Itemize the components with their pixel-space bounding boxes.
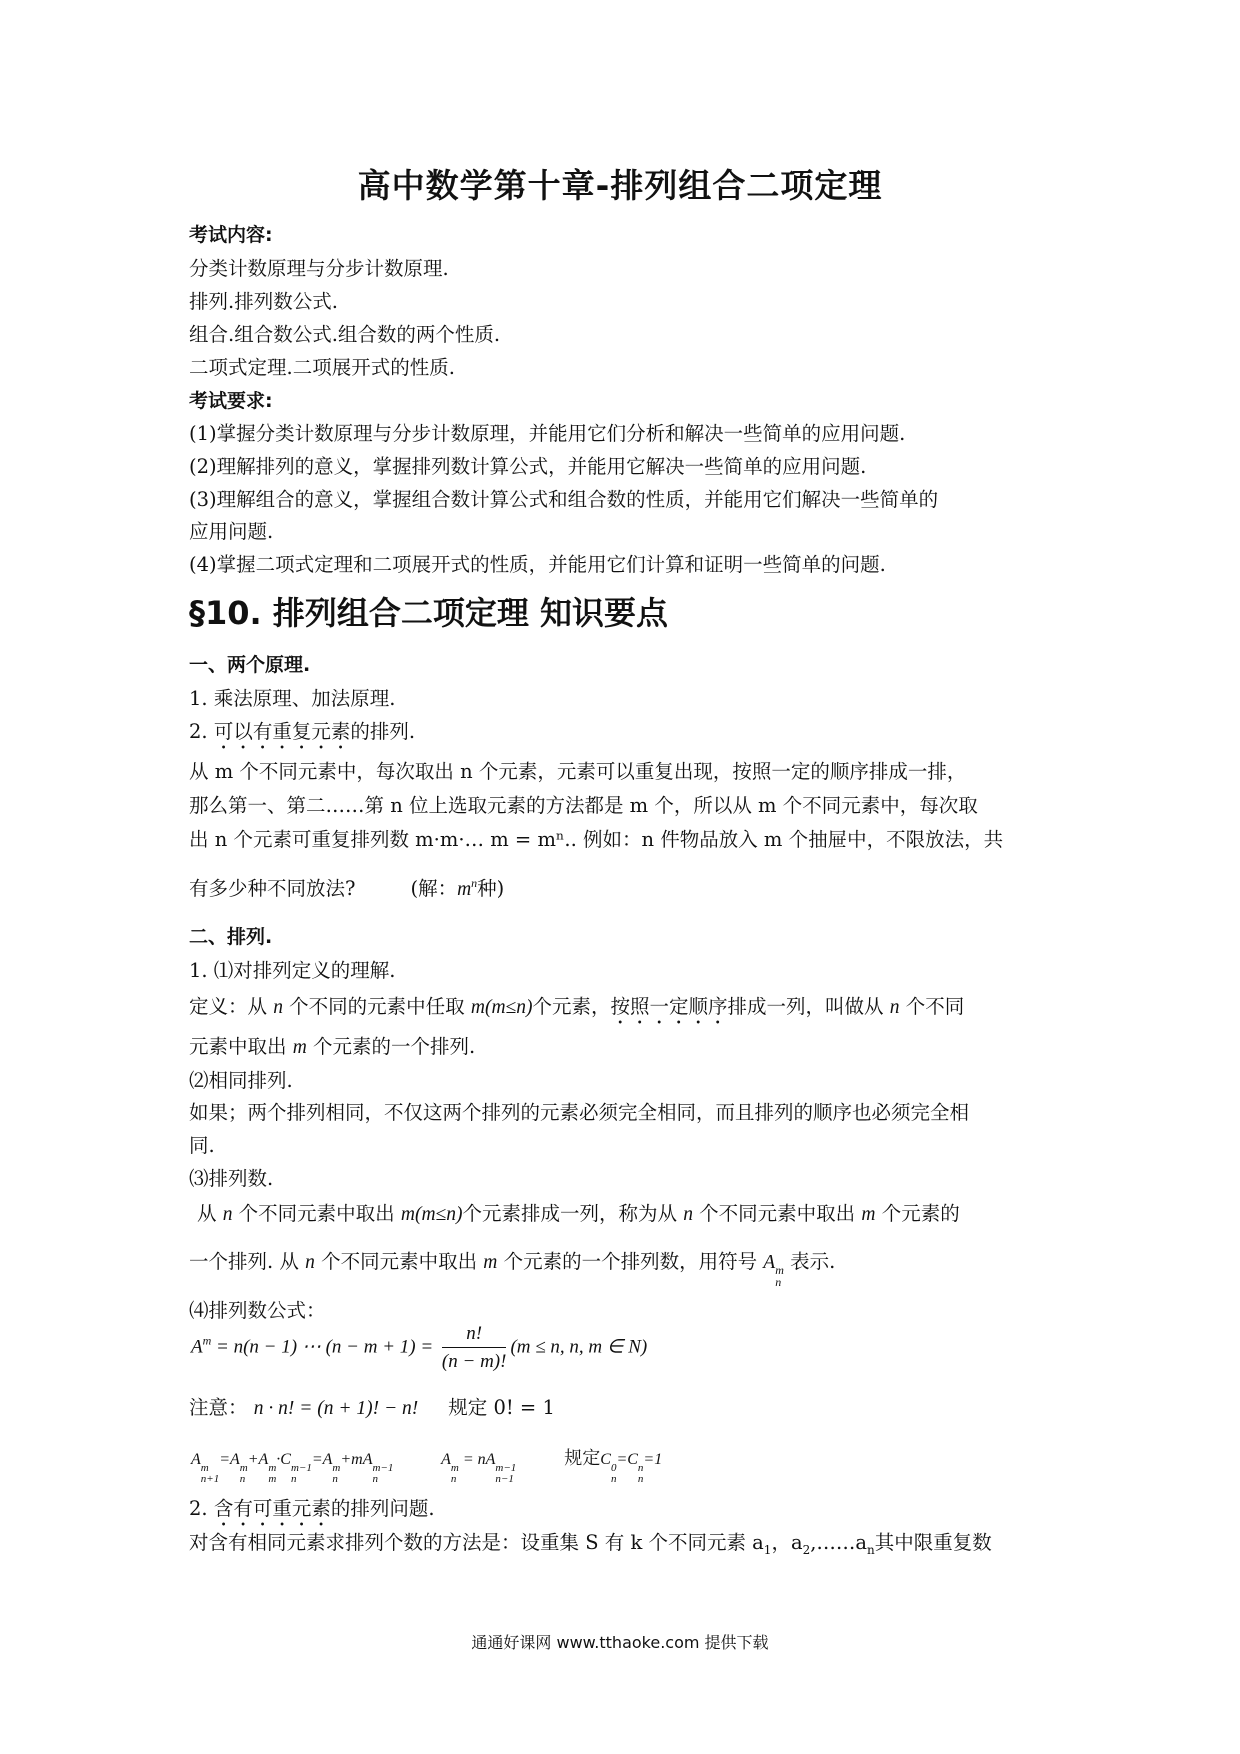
s1-answer-m: m bbox=[457, 879, 472, 900]
note-label: 注意： bbox=[189, 1396, 248, 1419]
num1-var-m2: m bbox=[861, 1204, 876, 1225]
num1-text-a: 从 bbox=[197, 1202, 217, 1225]
note-line bbox=[189, 1392, 555, 1420]
exam-content-line-3: 组合.组合数公式.组合数的两个性质. bbox=[189, 323, 501, 346]
f4-a-sub: n bbox=[450, 1473, 457, 1485]
f5-label: 规定 bbox=[564, 1448, 601, 1469]
f3-d: ·C bbox=[276, 1451, 291, 1468]
num2-text-d: 表示. bbox=[790, 1250, 836, 1273]
num1-var-n2: n bbox=[683, 1204, 693, 1225]
f3-f-sub: n bbox=[372, 1473, 378, 1485]
def-text-b: 个不同的元素中任取 bbox=[289, 995, 465, 1018]
num2-text-c: 个元素的一个排列数，用符号 bbox=[503, 1250, 758, 1273]
f3-e-sup: m bbox=[332, 1462, 341, 1474]
s2-item-2-emph: 含有可重元素 bbox=[213, 1497, 331, 1520]
def-var-n2: n bbox=[889, 997, 900, 1018]
s2-item-2 bbox=[189, 1493, 435, 1531]
exam-content-line-4: 二项式定理.二项展开式的性质. bbox=[189, 356, 455, 379]
f5-b: =C bbox=[616, 1451, 638, 1468]
last-text-a: 对含有相同元素求排列个数的方法是：设重集 S 有 k 个不同元素 a bbox=[189, 1531, 764, 1554]
last-text-b: ，a bbox=[771, 1531, 803, 1554]
s2-definition-line-2 bbox=[189, 1031, 475, 1059]
def-text-e: 个不同 bbox=[905, 995, 965, 1018]
exam-content-line-1: 分类计数原理与分步计数原理. bbox=[189, 257, 449, 280]
f5-a-sup: 0 bbox=[610, 1462, 617, 1474]
page-title: 高中数学第十章-排列组合二项定理 bbox=[357, 166, 883, 205]
f3-f: +mA bbox=[340, 1451, 373, 1468]
def-emph: 按照一定顺序 bbox=[610, 995, 728, 1018]
s2-num-line-2 bbox=[189, 1246, 835, 1288]
def-var-n: n bbox=[273, 997, 283, 1018]
s2-sub-3: ⑶排列数. bbox=[189, 1167, 274, 1190]
def-text-c: 个元素， bbox=[532, 995, 611, 1018]
s1-para-line-1: 从 m 个不同元素中，每次取出 n 个元素，元素可以重复出现，按照一定的顺序排成一排， bbox=[189, 760, 967, 783]
exam-req-line-1: (1)掌握分类计数原理与分步计数原理，并能用它们分析和解决一些简单的应用问题. bbox=[189, 422, 906, 445]
f4-b: = nA bbox=[458, 1451, 496, 1468]
f3-a-sub: n+1 bbox=[200, 1473, 220, 1485]
def2-var-m: m bbox=[292, 1037, 307, 1058]
s2-sub-4: ⑷排列数公式： bbox=[189, 1299, 326, 1322]
def-var-m: m(m≤n) bbox=[470, 997, 533, 1018]
exam-req-line-5: (4)掌握二项式定理和二项展开式的性质，并能用它们计算和证明一些简单的问题. bbox=[189, 553, 886, 576]
num2-text-b: 个不同元素中取出 bbox=[321, 1250, 478, 1273]
f5-a-sub: n bbox=[610, 1473, 617, 1485]
s1-answer-open: (解： bbox=[410, 877, 458, 900]
f1-lhs-sup: m bbox=[202, 1333, 212, 1348]
f5-c: =1 bbox=[643, 1451, 663, 1468]
exam-req-line-4: 应用问题. bbox=[189, 520, 274, 543]
s1-item-2 bbox=[189, 716, 415, 754]
exam-content-heading: 考试内容: bbox=[189, 224, 273, 246]
s2-sub-2: ⑵相同排列. bbox=[189, 1069, 293, 1092]
s1-para-line-4 bbox=[189, 873, 504, 901]
f3-d-sub: n bbox=[290, 1473, 297, 1485]
s2-num-line-1 bbox=[197, 1198, 960, 1226]
f3-d-sup: m−1 bbox=[290, 1462, 312, 1474]
def-text-a: 定义：从 bbox=[189, 995, 268, 1018]
f5-b-sup: n bbox=[637, 1462, 644, 1474]
f1-lhs: A bbox=[191, 1336, 203, 1358]
s2-same-line-1: 如果；两个排列相同，不仅这两个排列的元素必须完全相同，而且排列的顺序也必须完全相 bbox=[189, 1101, 970, 1124]
f3-e: =A bbox=[311, 1451, 333, 1468]
num1-var-m: m(m≤n) bbox=[400, 1204, 463, 1225]
s1-item-2-suffix: 的排列. bbox=[350, 720, 416, 743]
f4-b-sub: n−1 bbox=[495, 1473, 514, 1485]
f5-a: C bbox=[600, 1451, 611, 1468]
section-heading: §10. 排列组合二项定理 知识要点 bbox=[189, 594, 668, 632]
last-text-d: 其中限重复数 bbox=[874, 1531, 992, 1554]
last-text-c: ,……a bbox=[810, 1531, 868, 1554]
f1-mid: = n(n − 1) ⋯ (n − m + 1) = bbox=[211, 1336, 438, 1358]
f3-b-sub: n bbox=[239, 1473, 246, 1485]
f3-a: A bbox=[191, 1451, 201, 1468]
f3-c-sub: m bbox=[268, 1473, 277, 1485]
exam-req-line-2: (2)理解排列的意义，掌握排列数计算公式，并能用它解决一些简单的应用问题. bbox=[189, 455, 867, 478]
s1-answer-close: 种) bbox=[477, 877, 505, 900]
s2-sub-1: 1. ⑴对排列定义的理解. bbox=[189, 959, 396, 982]
note-rule: 规定 0! = 1 bbox=[448, 1396, 555, 1419]
num2-symbol-sub: n bbox=[775, 1275, 782, 1289]
s1-para-line-3: 出 n 个元素可重复排列数 m·m·… m = mⁿ.. 例如：n 件物品放入 m 个抽屉中，不限放法，共 bbox=[189, 828, 1004, 851]
s1-item-2-prefix: 2. bbox=[189, 720, 214, 743]
num2-text-a: 一个排列. 从 bbox=[189, 1250, 299, 1273]
f3-e-sub: n bbox=[332, 1473, 338, 1485]
note-formula: n · n! = (n + 1)! − n! bbox=[253, 1398, 419, 1419]
f3-a-sup: m bbox=[200, 1462, 209, 1474]
s1-answer-n: n bbox=[471, 876, 478, 890]
f1-fraction bbox=[442, 1323, 507, 1373]
num1-text-d: 个不同元素中取出 bbox=[699, 1202, 856, 1225]
page-footer: 通通好课网 www.tthaoke.com 提供下载 bbox=[471, 1633, 769, 1652]
num2-symbol-sup: m bbox=[775, 1263, 784, 1277]
s1-heading: 一、两个原理. bbox=[189, 654, 311, 676]
s2-item-2-suffix: 的排列问题. bbox=[330, 1497, 435, 1520]
s1-para-line-2: 那么第一、第二……第 n 位上选取元素的方法都是 m 个，所以从 m 个不同元素中，每次取 bbox=[189, 794, 978, 817]
exam-req-line-3: (3)理解组合的意义，掌握组合数计算公式和组合数的性质，并能用它们解决一些简单的 bbox=[189, 488, 939, 511]
last-sub-1: 1 bbox=[763, 1543, 772, 1557]
f4-b-sup: m−1 bbox=[495, 1462, 517, 1474]
s2-heading: 二、排列. bbox=[189, 926, 273, 948]
f1-denominator: (n − m)! bbox=[441, 1351, 507, 1372]
s1-question: 有多少种不同放法? bbox=[189, 877, 356, 900]
exam-req-heading: 考试要求: bbox=[189, 390, 273, 412]
s1-item-2-emph: 可以有重复元素 bbox=[213, 720, 351, 743]
s2-definition-line-1 bbox=[189, 991, 964, 1029]
f5-b-sub: n bbox=[637, 1473, 644, 1485]
num2-var-n: n bbox=[305, 1252, 315, 1273]
num1-var-n: n bbox=[222, 1204, 233, 1225]
last-sub-n: n bbox=[867, 1543, 875, 1557]
def2-text-b: 个元素的一个排列. bbox=[313, 1035, 476, 1058]
f1-numerator: n! bbox=[442, 1323, 507, 1348]
f3-f-sup: m−1 bbox=[372, 1462, 394, 1474]
num1-text-b: 个不同元素中取出 bbox=[238, 1202, 395, 1225]
def2-text-a: 元素中取出 bbox=[189, 1035, 287, 1058]
s2-same-line-2: 同. bbox=[189, 1134, 215, 1157]
num2-symbol-A: A bbox=[763, 1252, 776, 1273]
exam-content-line-2: 排列.排列数公式. bbox=[189, 290, 338, 313]
s2-item-2-prefix: 2. bbox=[189, 1497, 214, 1520]
num1-text-e: 个元素的 bbox=[881, 1202, 960, 1225]
formula-identities bbox=[191, 1444, 662, 1485]
f3-c-sup: m bbox=[268, 1462, 277, 1474]
formula-permutation bbox=[191, 1323, 647, 1373]
f4-a-sup: m bbox=[450, 1462, 459, 1474]
s1-item-1: 1. 乘法原理、加法原理. bbox=[189, 687, 396, 710]
f3-b: =A bbox=[219, 1451, 240, 1468]
f4-a: A bbox=[441, 1451, 451, 1468]
last-line bbox=[189, 1527, 992, 1557]
f3-c: +A bbox=[247, 1451, 269, 1468]
def-text-d: 排成一列，叫做从 bbox=[727, 995, 884, 1018]
f1-condition: (m ≤ n, n, m ∈ N) bbox=[510, 1336, 648, 1358]
f3-b-sup: m bbox=[239, 1462, 248, 1474]
last-sub-2: 2 bbox=[802, 1543, 811, 1557]
num1-text-c: 个元素排成一列，称为从 bbox=[462, 1202, 678, 1225]
num2-var-m: m bbox=[483, 1252, 498, 1273]
